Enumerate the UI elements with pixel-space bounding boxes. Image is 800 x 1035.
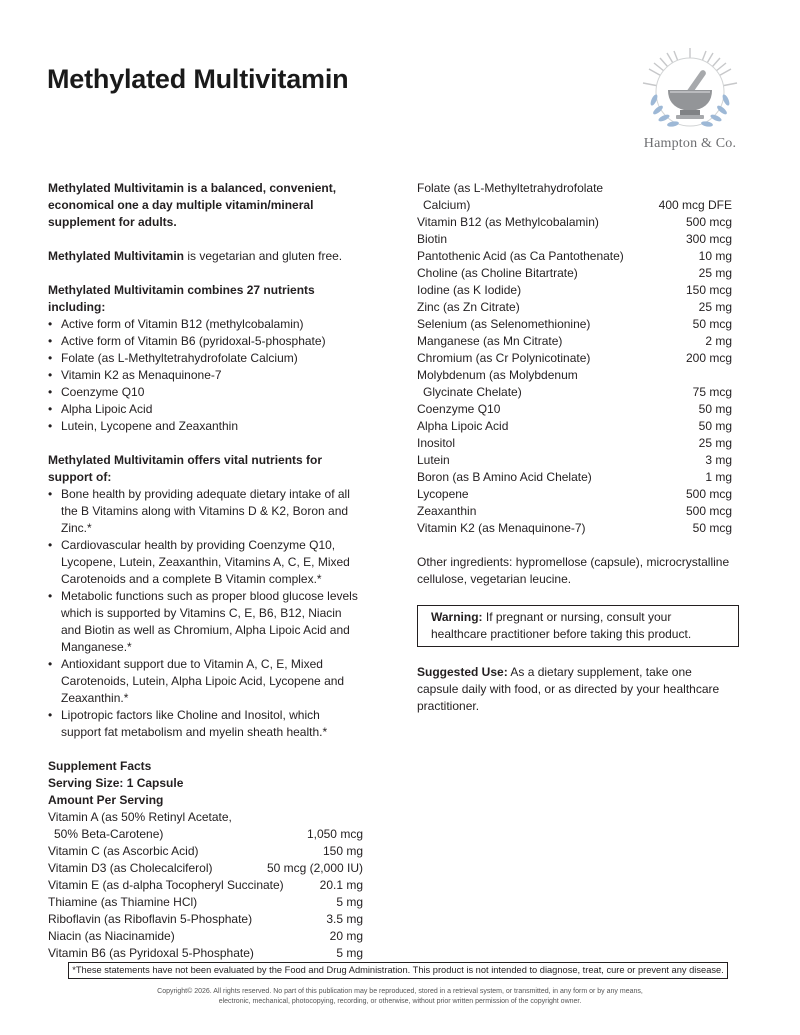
nutrient-amount: 25 mg	[698, 266, 732, 280]
list-item: • Vitamin K2 as Menaquinone-7	[48, 367, 363, 384]
other-ingredients: Other ingredients: hypromellose (capsule), microcrystalline cellulose, vegetarian leucine.	[417, 555, 730, 586]
nutrient-amount: 150 mg	[322, 844, 363, 858]
nutrient-amount: 75 mcg	[692, 385, 732, 399]
list-item: • Active form of Vitamin B12 (methylcobalamin)	[48, 316, 363, 333]
copyright-line: electronic, mechanical, photocopying, recording, or otherwise, without prior written permission of the copyright owner.	[218, 998, 582, 1005]
copyright-notice	[100, 987, 700, 1007]
nutrient-amount: 2 mg	[705, 334, 732, 348]
table-row	[48, 809, 363, 843]
table-row	[48, 877, 363, 894]
intro-text: Methylated Multivitamin is a balanced, convenient, economical one a day multiple vitamin/mineral supplement for adults.	[48, 181, 337, 229]
list-item: • Folate (as L-Methyltetrahydrofolate Calcium)	[48, 350, 363, 367]
table-row	[417, 452, 732, 469]
nutrient-amount: 50 mcg (2,000 IU)	[266, 861, 363, 875]
nutrient-name: Vitamin D3 (as Cholecalciferol)	[48, 861, 213, 875]
table-row	[417, 248, 732, 265]
table-row	[48, 860, 363, 877]
nutrient-amount: 25 mg	[698, 436, 732, 450]
product-name: Methylated Multivitamin	[48, 249, 185, 263]
list-item: • Cardiovascular health by providing Coenzyme Q10, Lycopene, Lutein, Zeaxanthin, Vitamins A, C, E, Mixed Carotenoids and a complete B Vitamin complex.*	[48, 537, 363, 588]
nutrient-amount: 400 mcg DFE	[658, 198, 732, 212]
nutrient-name: Iodine (as K Iodide)	[417, 283, 522, 297]
nutrient-name: Vitamin K2 (as Menaquinone-7)	[417, 521, 586, 535]
brand-name: Hampton & Co.	[643, 136, 737, 151]
nutrient-amount: 50 mg	[698, 402, 732, 416]
nutrient-name: Vitamin B12 (as Methylcobalamin)	[417, 215, 599, 229]
suggested-use-text: As a dietary supplement, take one capsule daily with food, or as directed by your healthcare practitioner.	[417, 665, 720, 713]
table-row	[48, 945, 363, 962]
nutrient-name: Vitamin C (as Ascorbic Acid)	[48, 844, 199, 858]
table-row	[417, 214, 732, 231]
table-row	[48, 843, 363, 860]
copyright-line: Copyright© 2026. All rights reserved. No part of this publication may be reproduced, stored in a retrieval system, or transmitted, in any form or by any means,	[157, 988, 643, 995]
nutrient-name: Vitamin A (as 50% Retinyl Acetate,	[48, 810, 232, 824]
nutrient-amount: 3 mg	[705, 453, 732, 467]
facts-table-left	[48, 809, 363, 962]
nutrients-list	[48, 316, 363, 435]
nutrients-heading: Methylated Multivitamin combines 27 nutrients including:	[48, 283, 315, 314]
nutrient-name: Vitamin E (as d-alpha Tocopheryl Succinate)	[48, 878, 284, 892]
list-item: • Antioxidant support due to Vitamin A, C, E, Mixed Carotenoids, Lutein, Alpha Lipoic Acid, Lycopene and Zeaxanthin.*	[48, 656, 363, 707]
right-column	[417, 180, 732, 715]
nutrient-name: Folate (as L-Methyltetrahydrofolate	[417, 181, 604, 195]
nutrient-amount: 10 mg	[698, 249, 732, 263]
nutrient-amount: 300 mcg	[685, 232, 732, 246]
intro-paragraph	[48, 180, 363, 231]
list-item: • Lutein, Lycopene and Zeaxanthin	[48, 418, 363, 435]
nutrient-amount: 5 mg	[336, 895, 363, 909]
warning-text: If pregnant or nursing, consult your healthcare practitioner before taking this product.	[431, 610, 692, 641]
list-item: • Metabolic functions such as proper blood glucose levels which is supported by Vitamins C, E, B6, B12, Niacin and Biotin as well as Chromium, Alpha Lipoic Acid and Manganese.*	[48, 588, 363, 656]
support-list	[48, 486, 363, 741]
table-row	[48, 911, 363, 928]
nutrient-name: Manganese (as Mn Citrate)	[417, 334, 563, 348]
nutrient-amount: 20 mg	[329, 929, 363, 943]
nutrient-name: Lutein	[417, 453, 450, 467]
nutrient-name: Choline (as Choline Bitartrate)	[417, 266, 578, 280]
nutrient-name: Coenzyme Q10	[417, 402, 501, 416]
nutrient-amount: 1 mg	[705, 470, 732, 484]
table-row	[417, 418, 732, 435]
warning-label: Warning:	[431, 610, 483, 624]
fda-disclaimer: *These statements have not been evaluated by the Food and Drug Administration. This product is not intended to diagnose, treat, cure or prevent any disease.	[68, 962, 728, 979]
table-row	[48, 894, 363, 911]
nutrient-amount: 150 mcg	[685, 283, 732, 297]
nutrient-name: Molybdenum (as Molybdenum	[417, 368, 578, 382]
nutrient-name-cont: Calcium)	[423, 198, 471, 212]
nutrient-name: Selenium (as Selenomethionine)	[417, 317, 591, 331]
nutrient-name: Niacin (as Niacinamide)	[48, 929, 175, 943]
facts-table-right	[417, 180, 732, 537]
nutrient-amount: 500 mcg	[685, 504, 732, 518]
left-column	[48, 180, 363, 962]
table-row	[417, 333, 732, 350]
table-row	[417, 350, 732, 367]
nutrient-amount: 500 mcg	[685, 487, 732, 501]
nutrient-amount: 1,050 mcg	[306, 827, 363, 841]
table-row	[417, 265, 732, 282]
suggested-use-label: Suggested Use:	[417, 665, 508, 679]
suggested-use	[417, 664, 732, 715]
vegetarian-text: is vegetarian and gluten free.	[184, 249, 343, 263]
nutrient-amount: 500 mcg	[685, 215, 732, 229]
vegetarian-paragraph	[48, 248, 363, 265]
nutrient-amount: 20.1 mg	[319, 878, 363, 892]
table-row	[417, 486, 732, 503]
nutrient-amount: 25 mg	[698, 300, 732, 314]
nutrient-amount: 50 mg	[698, 419, 732, 433]
supplement-facts-heading: Supplement Facts	[48, 759, 152, 773]
table-row	[417, 520, 732, 537]
table-row	[417, 231, 732, 248]
nutrient-amount: 5 mg	[336, 946, 363, 960]
table-row	[417, 282, 732, 299]
page-title: Methylated Multivitamin	[47, 64, 349, 94]
nutrient-name: Thiamine (as Thiamine HCl)	[48, 895, 198, 909]
table-row	[417, 401, 732, 418]
nutrient-name: Biotin	[417, 232, 448, 246]
list-item: • Bone health by providing adequate dietary intake of all the B Vitamins along with Vitamins D & K2, Boron and Zinc.*	[48, 486, 363, 537]
table-row	[417, 299, 732, 316]
nutrient-name-cont: Glycinate Chelate)	[423, 385, 522, 399]
nutrient-name: Zinc (as Zn Citrate)	[417, 300, 520, 314]
nutrient-name-cont: 50% Beta-Carotene)	[54, 827, 164, 841]
nutrient-amount: 50 mcg	[692, 317, 732, 331]
list-item: • Coenzyme Q10	[48, 384, 363, 401]
table-row	[417, 180, 732, 214]
nutrient-name: Zeaxanthin	[417, 504, 477, 518]
list-item: • Lipotropic factors like Choline and Inositol, which support fat metabolism and myelin sheath health.*	[48, 707, 363, 741]
table-row	[417, 367, 732, 401]
nutrient-name: Alpha Lipoic Acid	[417, 419, 509, 433]
table-row	[417, 435, 732, 452]
nutrient-amount: 50 mcg	[692, 521, 732, 535]
nutrient-amount: 200 mcg	[685, 351, 732, 365]
nutrient-name: Pantothenic Acid (as Ca Pantothenate)	[417, 249, 624, 263]
nutrient-amount: 3.5 mg	[326, 912, 363, 926]
nutrient-name: Riboflavin (as Riboflavin 5-Phosphate)	[48, 912, 253, 926]
table-row	[417, 503, 732, 520]
support-heading: Methylated Multivitamin offers vital nutrients for support of:	[48, 453, 323, 484]
table-row	[48, 928, 363, 945]
nutrient-name: Inositol	[417, 436, 456, 450]
nutrient-name: Vitamin B6 (as Pyridoxal 5-Phosphate)	[48, 946, 254, 960]
table-row	[417, 469, 732, 486]
nutrient-name: Lycopene	[417, 487, 469, 501]
nutrient-name: Boron (as B Amino Acid Chelate)	[417, 470, 592, 484]
nutrient-name: Chromium (as Cr Polynicotinate)	[417, 351, 591, 365]
table-row	[417, 316, 732, 333]
amount-per-serving: Amount Per Serving	[48, 793, 164, 807]
list-item: • Active form of Vitamin B6 (pyridoxal-5-phosphate)	[48, 333, 363, 350]
serving-size: Serving Size: 1 Capsule	[48, 776, 184, 790]
warning-box	[417, 605, 739, 647]
list-item: • Alpha Lipoic Acid	[48, 401, 363, 418]
